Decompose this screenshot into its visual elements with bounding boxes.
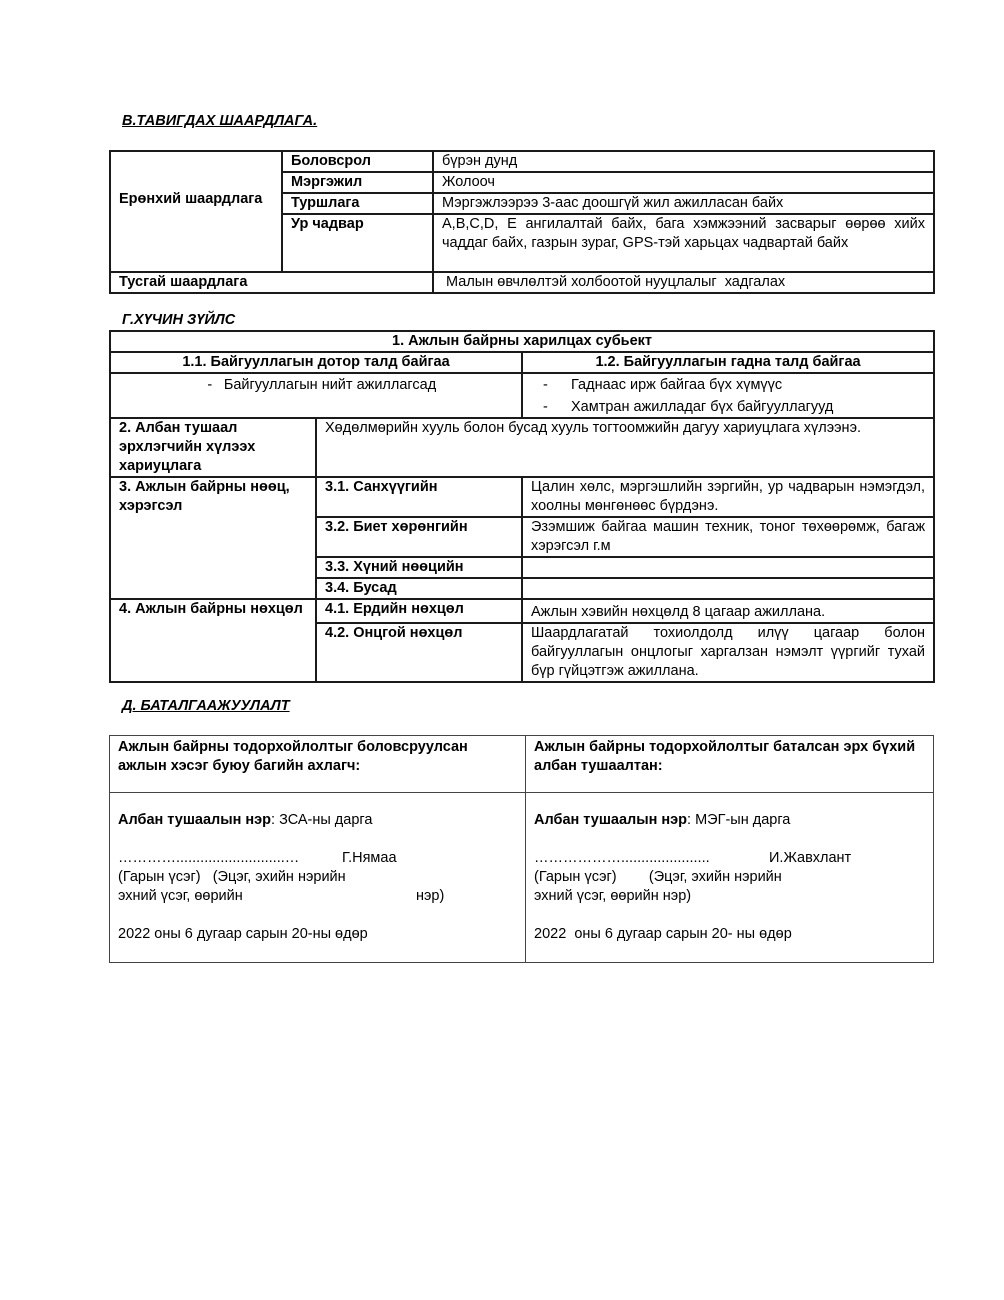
responsibility-label: 2. Албан тушаал эрхлэгчийн хүлээх хариуцлага <box>110 418 316 477</box>
resource-value-physical: Эзэмшиж байгаа машин техник, тоног төхөөрөмж, багаж хэрэгсэл г.м <box>522 517 934 557</box>
outside-title: 1.2. Байгууллагын гадна талд байгаа <box>522 352 934 373</box>
approval-left-date: 2022 оны 6 дугаар сарын 20-ны өдөр <box>118 926 368 942</box>
signature-caption: (Гарын үсэг) (Эцэг, эхийн нэрийн <box>118 869 346 885</box>
inside-list-item: - Байгууллагын нийт ажиллагсад <box>207 377 437 393</box>
req-value-experience: Мэргэжлээрээ 3-аас доошгүй жил ажилласан байх <box>433 193 934 214</box>
section-d-heading: Д. БАТАЛГААЖУУЛАЛТ <box>122 698 290 714</box>
conditions-label: 4. Ажлын байрны нөхцөл <box>110 599 316 682</box>
approval-left-signature <box>110 793 526 963</box>
signature-caption: нэр) <box>416 888 445 904</box>
req-value-skills: A,B,C,D, E ангилалтай байх, бага хэмжээний засварыг өөрөө хийх чаддаг байх, газрын зураг, GPS-тэй харьцах чадвартай байх <box>433 214 934 272</box>
condition-label-normal: 4.1. Ердийн нөхцөл <box>316 599 522 623</box>
condition-value-normal: Ажлын хэвийн нөхцөлд 8 цагаар ажиллана. <box>522 599 934 623</box>
approval-right-signature-line <box>534 849 925 868</box>
outside-list-item: - Хамтран ажилладаг бүх байгууллагууд <box>543 399 834 415</box>
inside-list <box>110 373 522 418</box>
req-label-profession: Мэргэжил <box>282 172 433 193</box>
approval-table <box>109 735 934 963</box>
req-value-profession: Жолооч <box>433 172 934 193</box>
signature-caption: (Гарын үсэг) (Эцэг, эхийн нэрийн <box>534 869 782 885</box>
signature-dots: …………...........................… <box>118 850 300 866</box>
inside-title: 1.1. Байгууллагын дотор талд байгаа <box>110 352 522 373</box>
req-label-skills: Ур чадвар <box>282 214 433 272</box>
resource-label-physical: 3.2. Биет хөрөнгийн <box>316 517 522 557</box>
section-v-heading: В.ТАВИГДАХ ШААРДЛАГА. <box>122 113 318 129</box>
approval-right-date: 2022 оны 6 дугаар сарын 20- ны өдөр <box>534 926 792 942</box>
approval-left-name: Г.Нямаа <box>342 850 397 866</box>
approval-left-signature-line <box>118 849 517 868</box>
signature-caption: эхний үсэг, өөрийн <box>118 888 243 904</box>
approval-right-name: И.Жавхлант <box>769 850 852 866</box>
resource-label-human: 3.3. Хүний нөөцийн <box>316 557 522 578</box>
approval-right-position: Албан тушаалын нэр: МЭГ-ын дарга <box>534 812 791 828</box>
outside-list-item: - Гаднаас ирж байгаа бүх хүмүүс <box>543 377 783 393</box>
approval-right-signature <box>526 793 934 963</box>
req-label-experience: Туршлага <box>282 193 433 214</box>
approval-left-position: Албан тушаалын нэр: ЗСА-ны дарга <box>118 812 373 828</box>
requirements-table <box>109 150 935 294</box>
resource-label-financial: 3.1. Санхүүгийн <box>316 477 522 517</box>
special-requirements-label: Тусгай шаардлага <box>110 272 433 293</box>
approval-right-title: Ажлын байрны тодорхойлолтыг баталсан эрх бүхий албан тушаалтан: <box>526 736 934 793</box>
outside-list <box>522 373 934 418</box>
factors-table <box>109 330 935 683</box>
signature-dots: ………………...................... <box>534 850 710 866</box>
req-value-education: бүрэн дунд <box>433 151 934 172</box>
resource-value-human <box>522 557 934 578</box>
resources-label: 3. Ажлын байрны нөөц, хэрэгсэл <box>110 477 316 599</box>
approval-left-title: Ажлын байрны тодорхойлолтыг боловсруулсан ажлын хэсэг буюу багийн ахлагч: <box>110 736 526 793</box>
special-requirements-value: Малын өвчлөлтэй холбоотой нууцлалыг хадгалах <box>433 272 934 293</box>
general-requirements-label: Ерөнхий шаардлага <box>110 151 282 272</box>
condition-value-special: Шаардлагатай тохиолдолд илүү цагаар болон байгууллагын онцлогыг харгалзан нэмэлт үүргийг тухай бүр гүйцэтгэж ажиллана. <box>522 623 934 682</box>
resource-label-other: 3.4. Бусад <box>316 578 522 599</box>
signature-caption: эхний үсэг, өөрийн нэр) <box>534 888 692 904</box>
responsibility-value: Хөдөлмөрийн хууль болон бусад хууль тогтоомжийн дагуу хариуцлага хүлээнэ. <box>316 418 934 477</box>
subject-title: 1. Ажлын байрны харилцах субьект <box>110 331 934 352</box>
condition-label-special: 4.2. Онцгой нөхцөл <box>316 623 522 682</box>
resource-value-other <box>522 578 934 599</box>
section-g-heading: Г.ХҮЧИН ЗҮЙЛС <box>122 312 236 328</box>
resource-value-financial: Цалин хөлс, мэргэшлийн зэргийн, ур чадварын нэмэгдэл, хоолны мөнгөнөөс бүрдэнэ. <box>522 477 934 517</box>
req-label-education: Боловсрол <box>282 151 433 172</box>
